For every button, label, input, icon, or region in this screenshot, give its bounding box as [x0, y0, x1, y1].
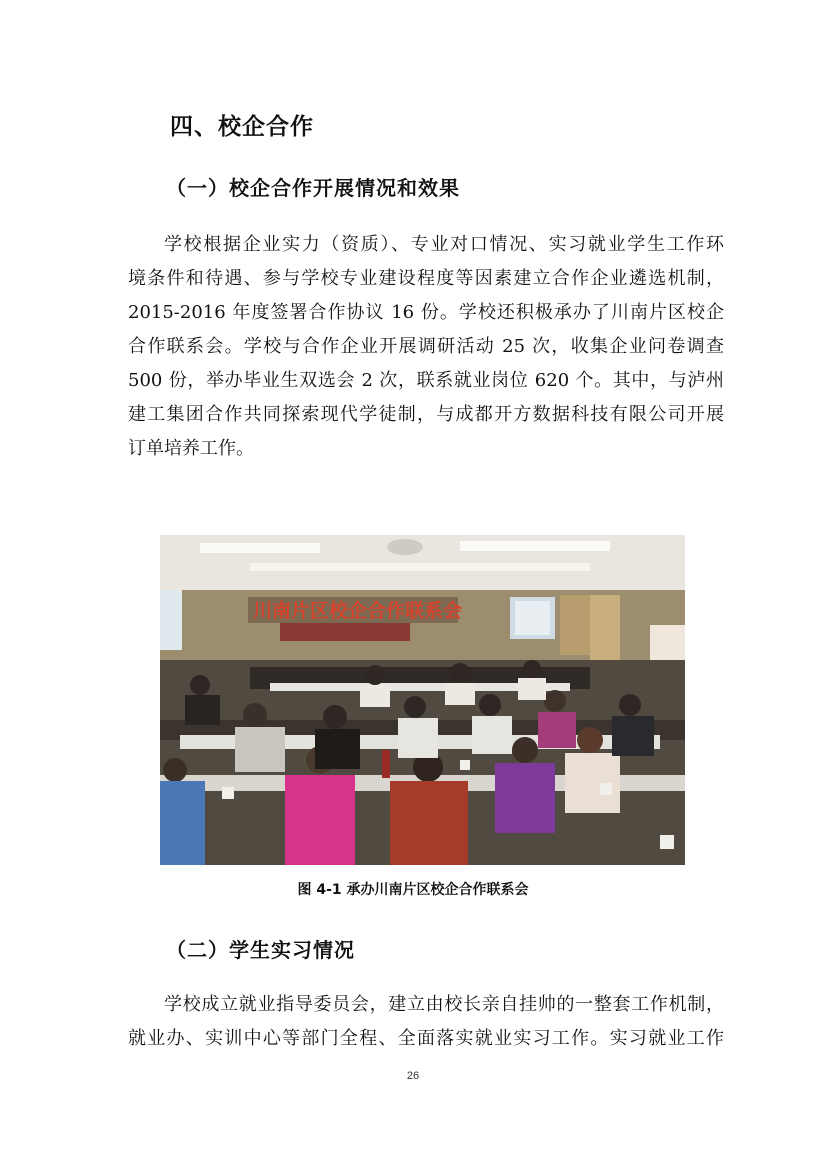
paragraph-line: 学校根据企业实力（资质）、专业对口情况、实习就业学生工作环 [164, 234, 724, 255]
section-title: 四、校企合作 [170, 114, 314, 140]
page-number: 26 [406, 1070, 420, 1082]
paragraph-line: 建工集团合作共同探索现代学徒制，与成都开方数据科技有限公司开展 [128, 404, 724, 425]
paragraph-line: 订单培养工作。 [128, 438, 254, 459]
banner-text: 川南片区校企合作联系会 [253, 600, 463, 622]
paragraph-line: 就业办、实训中心等部门全程、全面落实就业实习工作。实习就业工作 [128, 1028, 724, 1049]
paragraph-line: 学校成立就业指导委员会，建立由校长亲自挂帅的一整套工作机制， [164, 994, 724, 1015]
subsection-title-1: （一）校企合作开展情况和效果 [166, 176, 460, 200]
paragraph-line: 2015-2016 年度签署合作协议 16 份。学校还积极承办了川南片区校企 [128, 302, 724, 323]
paragraph-line: 500 份，举办毕业生双选会 2 次，联系就业岗位 620 个。其中，与泸州 [128, 370, 724, 391]
paragraph-2 [128, 988, 724, 1056]
paragraph-1 [128, 228, 724, 466]
subsection-title-2: （二）学生实习情况 [166, 938, 355, 962]
paragraph-line: 合作联系会。学校与合作企业开展调研活动 25 次，收集企业问卷调查 [128, 336, 724, 357]
paragraph-line: 境条件和待遇、参与学校专业建设程度等因素建立合作企业遴选机制， [128, 268, 724, 289]
figure-caption: 图 4-1 承办川南片区校企合作联系会 [297, 882, 529, 898]
meeting-photo [160, 535, 685, 865]
